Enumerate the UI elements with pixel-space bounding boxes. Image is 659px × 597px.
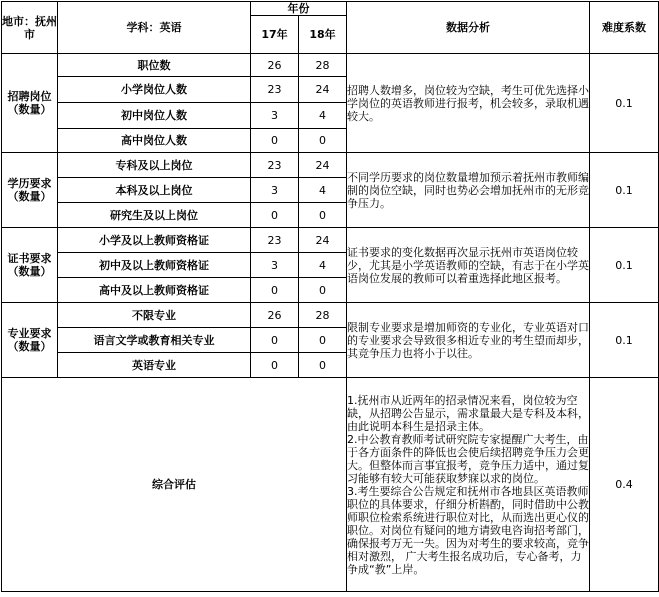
row-item: 职位数 — [58, 54, 251, 77]
group-difficulty: 0.1 — [590, 153, 659, 228]
row-value-18: 24 — [299, 77, 347, 103]
group-label-line1: 学历要求 — [7, 177, 52, 190]
table-row — [2, 54, 659, 77]
group-analysis: 证书要求的变化数据再次显示抚州市英语岗位较少，尤其是小学英语教师的空缺，有志于在小学英语岗位发展的教师可以着重选择此地区报考。 — [347, 228, 590, 303]
group-label-line1: 招聘岗位 — [7, 90, 52, 103]
summary-point: 3.考生要综合公告规定和抚州市各地县区英语教师职位的具体要求，仔细分析斟酌，同时借助中公教师职位检索系统进行职位对比，从而选出更心仪的职位。对岗位有疑问的地方请致电咨询招考部门，确保报考万无一失。因为对考生的要求较高，竞争相对激烈， 广大考生报名成功后，专心备考，力争成“教”上岸。 — [347, 484, 589, 576]
row-value-17: 0 — [251, 278, 299, 303]
row-value-17: 3 — [251, 253, 299, 278]
row-item: 小学及以上教师资格证 — [58, 228, 251, 253]
group-label-education — [2, 153, 58, 228]
row-item: 专科及以上岗位 — [58, 153, 251, 178]
row-value-18: 0 — [299, 203, 347, 228]
row-item: 英语专业 — [58, 353, 251, 378]
row-value-17: 23 — [251, 153, 299, 178]
row-item: 高中岗位人数 — [58, 129, 251, 153]
header-year-18: 18年 — [299, 16, 347, 54]
group-label-major — [2, 303, 58, 378]
group-label-certificate — [2, 228, 58, 303]
header-year-group: 年份 — [251, 2, 347, 16]
group-analysis: 限制专业要求是增加师资的专业化，专业英语对口的专业要求会导致很多相近专业的考生望而却步，其竞争压力也将小于以往。 — [347, 303, 590, 378]
row-item: 语言文学或教育相关专业 — [58, 328, 251, 353]
group-label-line2: （数量） — [7, 265, 52, 278]
group-analysis: 不同学历要求的岗位数量增加预示着抚州市教师编制的岗位空缺，同时也势必会增加抚州市的无形竞争压力。 — [347, 153, 590, 228]
row-value-17: 0 — [251, 203, 299, 228]
row-value-17: 3 — [251, 178, 299, 203]
group-label-recruitment — [2, 54, 58, 153]
row-value-18: 0 — [299, 278, 347, 303]
row-value-17: 0 — [251, 129, 299, 153]
group-label-line2: （数量） — [7, 190, 52, 203]
summary-text — [347, 378, 590, 592]
row-value-17: 3 — [251, 103, 299, 129]
summary-row — [2, 378, 659, 592]
row-value-18: 24 — [299, 153, 347, 178]
row-value-17: 26 — [251, 303, 299, 328]
header-difficulty: 难度系数 — [590, 2, 659, 54]
group-label-line1: 证书要求 — [7, 252, 52, 265]
row-value-18: 0 — [299, 353, 347, 378]
summary-difficulty: 0.4 — [590, 378, 659, 592]
row-value-17: 23 — [251, 228, 299, 253]
row-item: 初中岗位人数 — [58, 103, 251, 129]
row-item: 研究生及以上岗位 — [58, 203, 251, 228]
row-value-18: 24 — [299, 228, 347, 253]
row-item: 小学岗位人数 — [58, 77, 251, 103]
row-value-18: 4 — [299, 178, 347, 203]
group-difficulty: 0.1 — [590, 54, 659, 153]
row-value-17: 26 — [251, 54, 299, 77]
summary-point: 2.中公教育教师考试研究院专家提醒广大考生，由于各方面条件的降低也会使后续招聘竞争压力会更大。但整体而言事宜报考，竞争压力适中，通过复习能够有较大可能获取梦寐以求的岗位。 — [347, 432, 589, 485]
row-value-18: 0 — [299, 328, 347, 353]
header-year-17: 17年 — [251, 16, 299, 54]
group-difficulty: 0.1 — [590, 228, 659, 303]
row-value-18: 28 — [299, 54, 347, 77]
row-item: 本科及以上岗位 — [58, 178, 251, 203]
row-value-18: 4 — [299, 253, 347, 278]
row-value-18: 4 — [299, 103, 347, 129]
recruitment-analysis-table — [1, 1, 659, 592]
group-label-line2: （数量） — [7, 340, 52, 353]
row-item: 初中及以上教师资格证 — [58, 253, 251, 278]
row-item: 高中及以上教师资格证 — [58, 278, 251, 303]
row-value-18: 28 — [299, 303, 347, 328]
row-value-17: 0 — [251, 328, 299, 353]
group-analysis: 招聘人数增多，岗位较为空缺，考生可优先选择小学岗位的英语教师进行报考，机会较多，录取机遇较大。 — [347, 54, 590, 153]
row-value-17: 0 — [251, 353, 299, 378]
table-row — [2, 153, 659, 178]
group-difficulty: 0.1 — [590, 303, 659, 378]
summary-point: 1.抚州市从近两年的招录情况来看，岗位较为空缺，从招聘公告显示，需求量最大是专科及本科，由此说明本科生是招录主体。 — [347, 393, 589, 433]
table-row — [2, 228, 659, 253]
group-label-line2: （数量） — [7, 103, 52, 116]
header-city: 地市：抚州市 — [2, 2, 58, 54]
row-value-17: 23 — [251, 77, 299, 103]
row-item: 不限专业 — [58, 303, 251, 328]
table-row — [2, 303, 659, 328]
header-analysis: 数据分析 — [347, 2, 590, 54]
row-value-18: 0 — [299, 129, 347, 153]
group-label-line1: 专业要求 — [7, 327, 52, 340]
summary-label: 综合评估 — [2, 378, 347, 592]
header-subject: 学科：英语 — [58, 2, 251, 54]
